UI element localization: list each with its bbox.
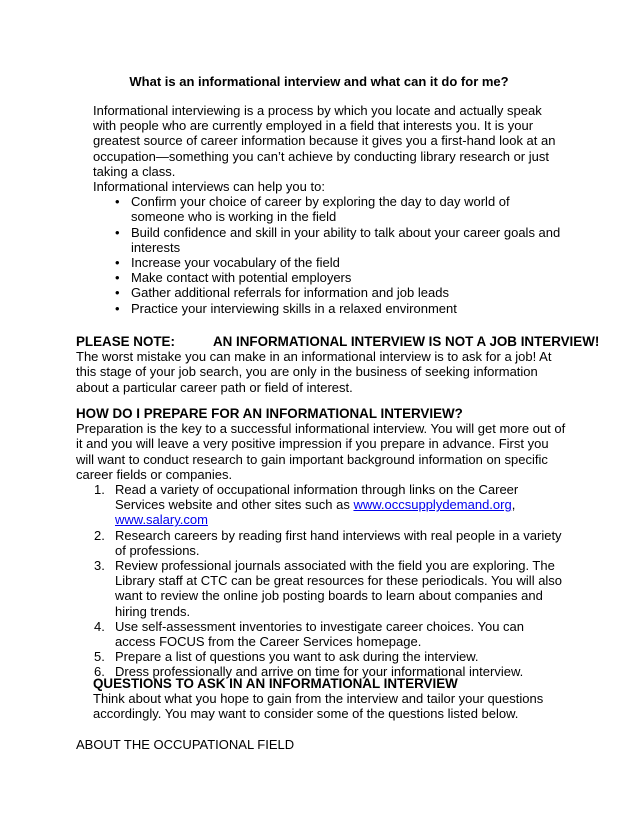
- step-text: Research careers by reading first hand interviews with real people in a variety of professions.: [115, 527, 562, 558]
- note-label: PLEASE NOTE:: [76, 334, 175, 349]
- step-number: 1.: [94, 482, 105, 498]
- step-number: 3.: [94, 558, 105, 574]
- link-separator: ,: [511, 497, 516, 513]
- intro-section: [93, 103, 563, 316]
- questions-body: Think about what you hope to gain from the interview and tailor your questions accordingly. You may want to consider some of the questions listed below.: [93, 691, 544, 722]
- salary-link[interactable]: www.salary.com: [115, 512, 208, 528]
- step-text: Prepare a list of questions you want to ask during the interview.: [115, 649, 479, 665]
- list-item: [76, 558, 568, 619]
- occsupplydemand-link[interactable]: www.occsupplydemand.org: [353, 497, 512, 513]
- step-text: Review professional journals associated with the field you are exploring. The Library staff at CTC can be great resources for these periodicals. You will also want to review the online job posting boards to learn about companies and hiring trends.: [115, 558, 563, 619]
- step-text: Use self-assessment inventories to investigate career choices. You can access FOCUS from the Career Services homepage.: [115, 618, 524, 650]
- prepare-heading: HOW DO I PREPARE FOR AN INFORMATIONAL INTERVIEW?: [76, 406, 463, 421]
- step-number: 4.: [94, 618, 105, 634]
- occupational-field-heading: ABOUT THE OCCUPATIONAL FIELD: [76, 737, 295, 752]
- questions-section: [93, 676, 563, 722]
- list-item: • Practice your interviewing skills in a relaxed environment: [93, 301, 563, 316]
- list-item: [76, 528, 568, 558]
- prepare-steps-list: [76, 482, 568, 680]
- list-item: • Gather additional referrals for information and job leads: [93, 285, 563, 300]
- prepare-body: Preparation is the key to a successful informational interview. You will get more out of it and you will leave a very positive impression if you prepare in advance. First you will want to conduct research to gain important background information on specific career fields or companies.: [76, 421, 566, 482]
- step-number: 6.: [94, 664, 105, 680]
- prepare-section: [76, 406, 568, 680]
- note-section: [76, 334, 600, 395]
- intro-lead: Informational interviews can help you to:: [93, 179, 325, 195]
- benefits-list: [93, 194, 563, 316]
- step-text: Read a variety of occupational information through links on the Career Services website and other sites such as: [115, 482, 519, 513]
- list-item: • Confirm your choice of career by exploring the day to day world of someone who is working in the field: [93, 194, 563, 224]
- step-number: 2.: [94, 527, 105, 543]
- note-body: The worst mistake you can make in an informational interview is to ask for a job! At this stage of your job search, you are only in the business of seeking information about a particular career path or field of interest.: [76, 349, 552, 395]
- step-number: 5.: [94, 649, 105, 665]
- list-item: • Build confidence and skill in your ability to talk about your career goals and interests: [93, 225, 563, 255]
- note-title: AN INFORMATIONAL INTERVIEW IS NOT A JOB INTERVIEW!: [212, 334, 600, 349]
- list-item: [76, 482, 568, 528]
- step-text: Dress professionally and arrive on time for your informational interview.: [115, 664, 524, 680]
- list-item: [76, 619, 568, 649]
- note-heading: [76, 334, 600, 349]
- page-title: What is an informational interview and what can it do for me?: [129, 74, 509, 89]
- questions-heading: QUESTIONS TO ASK IN AN INFORMATIONAL INTERVIEW: [93, 676, 458, 691]
- list-item: • Increase your vocabulary of the field: [93, 255, 563, 270]
- list-item: [76, 649, 568, 664]
- list-item: • Make contact with potential employers: [93, 270, 563, 285]
- intro-paragraph: Informational interviewing is a process by which you locate and actually speak with people who are currently employed in a field that interests you. It is your greatest source of career information because it gives you a first-hand look at an occupation—something you can’t achieve by conducting library research or just taking a class.: [93, 103, 556, 179]
